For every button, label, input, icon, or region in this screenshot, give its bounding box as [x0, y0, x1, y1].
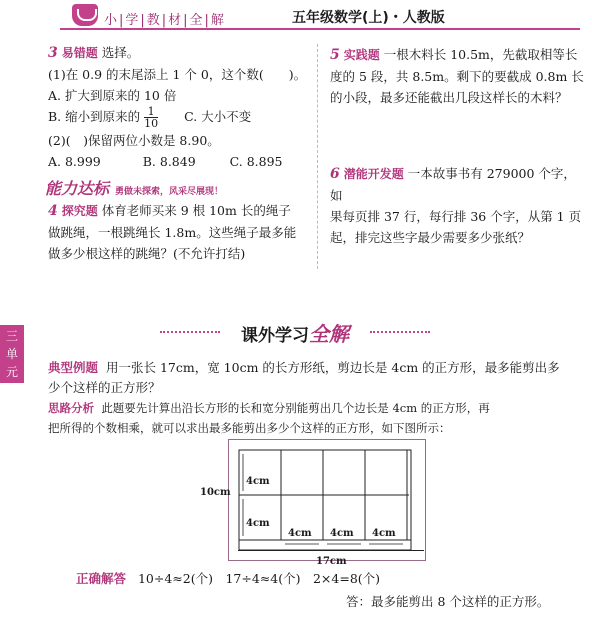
unit-side-tab: [0, 325, 24, 383]
question-text: 选择。: [101, 45, 140, 60]
option-1b-row: [48, 106, 313, 130]
fraction-denominator: 10: [144, 117, 159, 130]
question-line: 起，排完这些字最少需要多少张纸？: [330, 230, 531, 245]
ability-slogan: 勇做未探索，风采尽展现！: [115, 187, 224, 197]
question-tag: 实践题: [343, 48, 380, 62]
question-3: [48, 42, 313, 172]
question-number: 3: [48, 45, 58, 61]
ability-title: 能力达标: [45, 179, 110, 198]
cell-label: 4cm: [288, 528, 312, 539]
analysis: [48, 398, 588, 438]
question-tag: 潜能开发题: [343, 167, 404, 181]
typical-example: [48, 358, 588, 398]
cell-label: 4cm: [372, 528, 396, 539]
question-tag: 探究题: [61, 204, 98, 218]
answer-label: 正确解答: [76, 571, 127, 586]
example-line: 少个这样的正方形？: [48, 380, 161, 395]
side-char: 元: [5, 365, 18, 379]
side-char: 三: [5, 329, 18, 343]
length-dimension-line: [238, 550, 424, 551]
column-divider: [317, 44, 319, 269]
cell-label: 4cm: [330, 528, 354, 539]
fraction: [144, 106, 158, 129]
question-tag: 易错题: [61, 46, 98, 60]
decor-line: [160, 331, 220, 333]
question-line: 做跳绳，一根跳绳长 1.8m。这些绳子最多能: [48, 225, 297, 240]
question-line: 度的 5 段，共 8.5m。剩下的要截成 0.8m 长: [330, 69, 584, 84]
option-1a: A. 扩大到原来的 10 倍: [48, 88, 177, 103]
question-line: 体育老师买来 9 根 10m 长的绳子: [101, 203, 291, 218]
option-2a: A. 8.999: [48, 154, 101, 169]
answer-line: [76, 569, 576, 589]
fraction-numerator: 1: [147, 105, 155, 118]
option-1c: C. 大小不变: [184, 109, 252, 124]
question-6: [330, 163, 585, 248]
cutting-diagram: [229, 440, 425, 560]
question-line: 的小段，最多还能截出几段这样长的木料？: [330, 90, 568, 105]
option-1b: B. 缩小到原来的: [48, 109, 141, 124]
option-2c: C. 8.895: [229, 154, 283, 169]
question-line: 做多少根这样的跳绳？(不允许打结): [48, 246, 246, 261]
width-label: 10cm: [200, 487, 231, 498]
question-part-1: (1)在 0.9 的末尾添上 1 个 0，这个数( )。: [48, 67, 307, 82]
analysis-label: 思路分析: [48, 401, 94, 415]
question-line: 一根木料长 10.5m，先截取相等长: [383, 47, 578, 62]
cell-label: 4cm: [246, 476, 270, 487]
cell-label: 4cm: [246, 518, 270, 529]
question-5: [330, 44, 585, 108]
ability-banner: [45, 176, 245, 196]
side-char: 单: [5, 347, 18, 361]
question-number: 6: [330, 166, 340, 182]
analysis-line: 此题要先计算出沿长方形的长和宽分别能剪出几个边长是 4cm 的正方形，再: [101, 401, 490, 415]
option-2b: B. 8.849: [142, 154, 196, 169]
answer-work: 10÷4≈2(个) 17÷4≈4(个) 2×4=8(个): [137, 571, 381, 586]
answer-final: 答：最多能剪出 8 个这样的正方形。: [346, 594, 550, 609]
question-4: [48, 200, 313, 264]
example-label: 典型例题: [48, 360, 99, 375]
analysis-line: 把所得的个数相乘，就可以求出最多能剪出多少个这样的正方形，如下图所示：: [48, 421, 451, 435]
option-2-row: [48, 151, 313, 172]
diagram-frame: [228, 439, 426, 561]
example-line: 用一张长 17cm，宽 10cm 的长方形纸，剪边长是 4cm 的正方形，最多能剪出多: [105, 360, 560, 375]
question-line: 一本故事书有 279000 个字，如: [330, 166, 576, 203]
question-number: 5: [330, 47, 340, 63]
decor-line: [370, 331, 430, 333]
question-number: 4: [48, 203, 58, 219]
question-part-2: (2)( )保留两位小数是 8.90。: [48, 133, 220, 148]
section-heading-big: 全解: [309, 322, 349, 346]
question-line: 果每页排 37 行，每行排 36 个字，从第 1 页: [330, 209, 582, 224]
section-heading-pre: 课外学习: [241, 326, 309, 346]
section-title: [160, 318, 430, 344]
series-brand: 小|学|教|材|全|解: [104, 13, 226, 28]
length-label: 17cm: [316, 556, 347, 567]
book-logo-icon: [72, 4, 98, 26]
header-rule: [60, 28, 580, 30]
grade-title: 五年级数学(上)・人教版: [292, 10, 445, 26]
section-heading: [241, 322, 349, 346]
